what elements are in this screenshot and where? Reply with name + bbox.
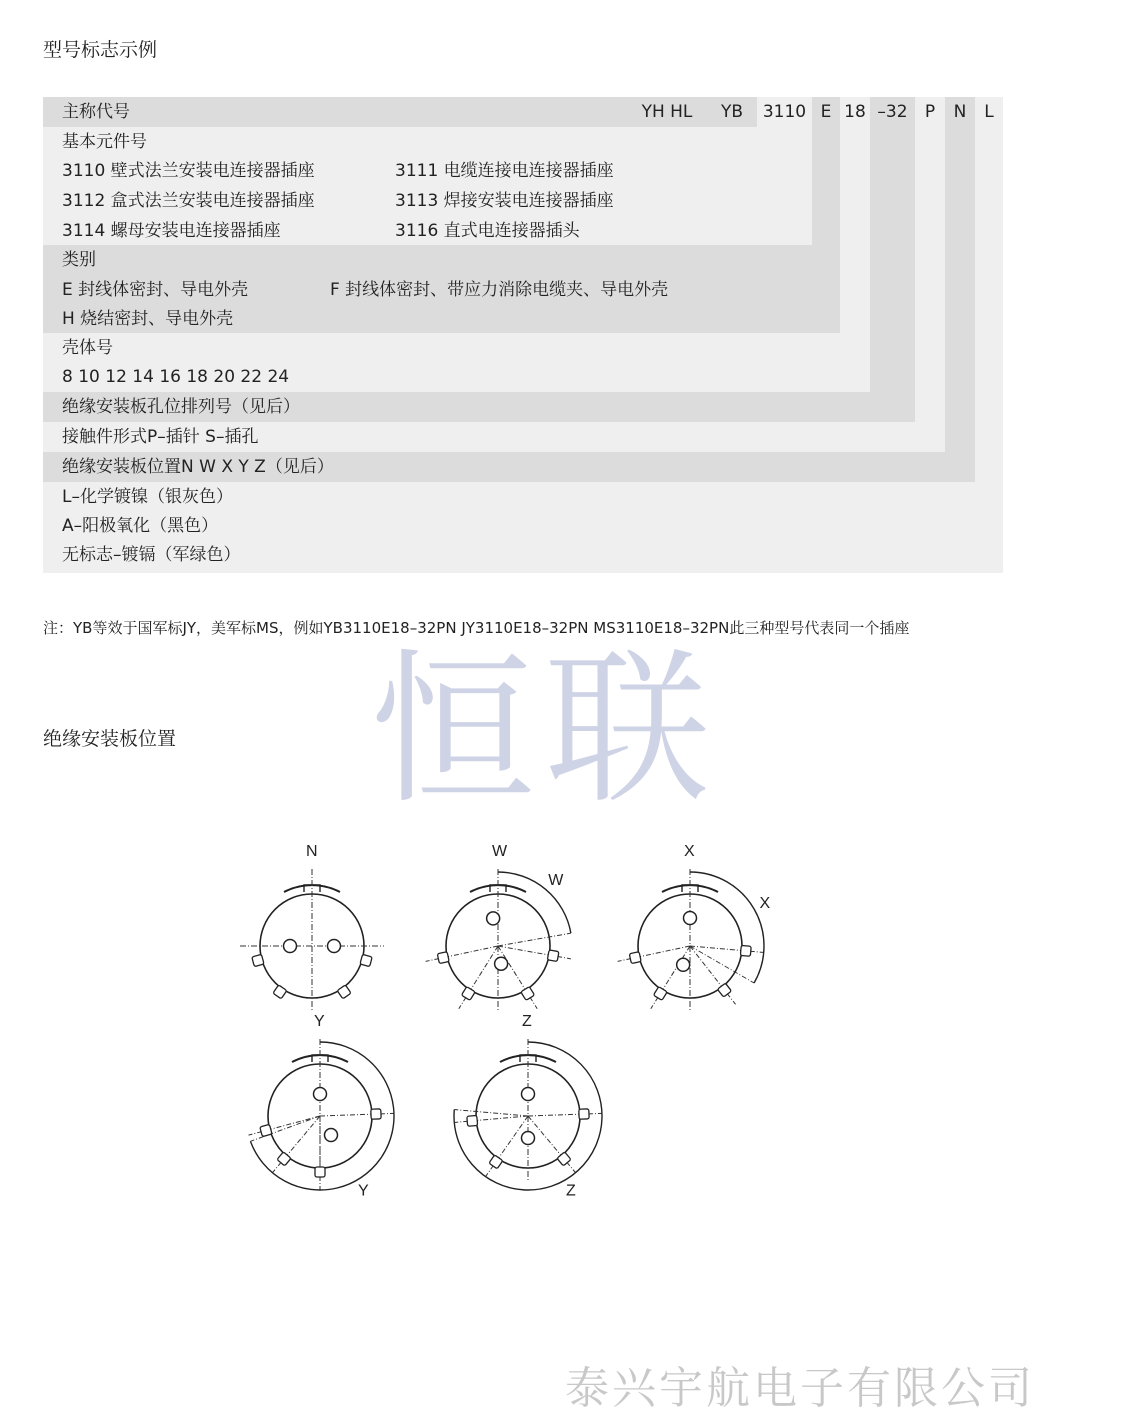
code-3110: 3110 [762,102,807,122]
polarizing-key [521,987,535,1001]
polarizing-key [629,952,641,964]
contact-hole [522,1088,535,1101]
polarizing-key [461,987,475,1001]
diagram-label: X [684,843,695,860]
basic-item: 3113 焊接安装电连接器插座 [395,191,614,211]
positions-title: 绝缘安装板位置 [43,728,177,750]
polarizing-key [277,1152,291,1166]
ray-line [426,946,498,961]
contact-hole [495,957,508,970]
contact-type: 接触件形式P–插针 S–插孔 [62,427,259,447]
category-item: H 烧结密封、导电外壳 [62,309,234,329]
ray-line [498,933,571,946]
category-title: 类别 [62,250,96,270]
contact-hole [314,1088,327,1101]
code-n: N [953,102,967,122]
diagram-label: N [306,843,318,860]
basic-item: 3111 电缆连接电连接器插座 [395,161,614,181]
ray-line [498,946,537,1009]
polarizing-key [252,954,264,966]
arc-label: Z [566,1182,576,1200]
polarizing-key [273,985,287,999]
basic-item: 3116 直式电连接器插头 [395,221,580,241]
code-p: P [924,102,936,122]
ray-line [498,946,571,959]
ray-line [272,1116,320,1173]
polarizing-key [717,983,731,997]
contact-hole [677,958,690,971]
category-item: E 封线体密封、导电外壳 [62,280,249,300]
ray-line [690,946,736,1004]
polarizing-key [437,952,449,964]
contact-hole [487,912,500,925]
polarizing-key [360,954,372,966]
company-footer: 泰兴宇航电子有限公司 [565,1363,1035,1414]
ray-line [320,1113,394,1116]
basic-title: 基本元件号 [62,132,147,152]
category-item: F 封线体密封、带应力消除电缆夹、导电外壳 [330,280,669,300]
contact-hole [684,912,697,925]
diagram-label: W [492,843,508,860]
polarizing-key [557,1152,571,1166]
basic-item: 3112 盒式法兰安装电连接器插座 [62,191,315,211]
shell-sizes: 8 10 12 14 16 18 20 22 24 [62,367,290,387]
diagram-label: Y [314,1013,325,1030]
ray-line [249,1116,320,1135]
code-32: –32 [877,102,908,122]
polarizing-key [371,1109,381,1119]
arc-label: X [759,895,771,912]
basic-item: 3114 螺母安装电连接器插座 [62,221,281,241]
diagram-label: Z [522,1013,532,1030]
basic-item: 3110 壁式法兰安装电连接器插座 [62,161,315,181]
arc-label: Y [358,1182,369,1200]
note: 注：YB等效于国军标JY，美军标MS，例如YB3110E18–32PN JY3110E18–32PN MS3110E18–32PN此三种型号代表同一个插座 [43,619,910,637]
ray-line [528,1113,602,1116]
ray-line [651,946,690,1009]
polarizing-key [740,945,751,956]
insert-position: 绝缘安装板位置N W X Y Z（见后） [62,457,334,477]
ray-line [690,946,764,952]
ray-line [459,946,498,1009]
code-yb: YB [720,102,744,122]
finish-item: L–化学镀镍（银灰色） [62,487,233,507]
polarizing-key [315,1167,325,1177]
ray-line [454,1110,528,1116]
polarizing-key [579,1109,589,1119]
finish-item: 无标志–镀镉（军绿色） [62,545,241,565]
finish-item: A–阳极氧化（黑色） [62,516,219,536]
code-18: 18 [844,102,866,122]
polarizing-key [489,1155,503,1169]
arc-label: W [548,872,564,890]
hole-arrangement: 绝缘安装板孔位排列号（见后） [62,397,300,417]
watermark: 恒联 [370,634,720,826]
code-l: L [984,102,994,122]
polarizing-key [337,985,351,999]
contact-hole [284,940,297,953]
ray-line [454,1116,528,1122]
shell-title: 壳体号 [62,338,113,358]
header-label: 主称代号 [62,102,130,122]
polarizing-key [260,1124,272,1136]
rotation-arc [690,872,764,983]
ray-line [528,1116,576,1173]
contact-hole [522,1132,535,1145]
section-title: 型号标志示例 [43,39,158,61]
contact-hole [325,1129,338,1142]
contact-hole [328,940,341,953]
polarizing-key [653,987,667,1001]
polarizing-key [467,1115,478,1126]
code-e: E [820,102,832,122]
code-yh-hl: YH HL [641,102,693,122]
polarizing-key [547,950,559,962]
